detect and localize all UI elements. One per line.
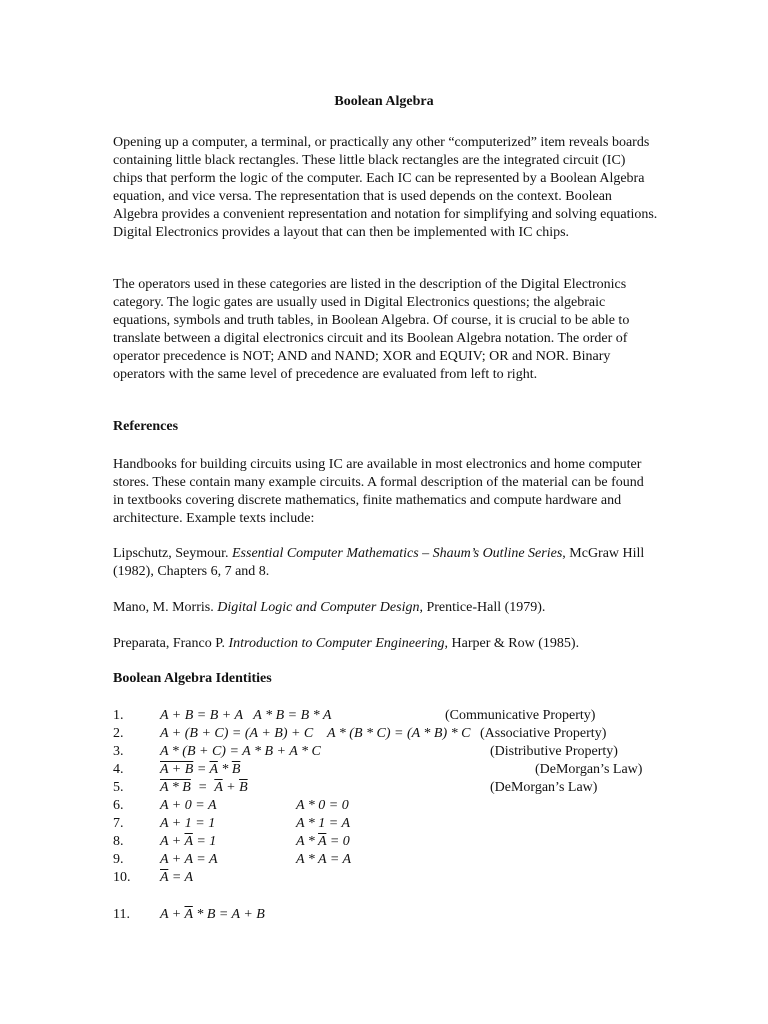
intro-paragraph: Opening up a computer, a terminal, or practically any other “computerized” item reveals boards containing little black rectangles. These little black rectangles are the integrated circuit (IC) chips that perform the logic of the computer. Each IC can be represented by a Boolean Algebra equation, and vice versa. The representation that is used depends on the context. Boolean Algebra provides a convenient representation and notation for simplifying and solving equations. Digital Electronics provides a layout that can then be implemented with IC chips.: [113, 135, 658, 240]
identity-row: [113, 708, 673, 726]
identity-expression: A + 0 = A: [160, 798, 217, 813]
identity-property-label: (Distributive Property): [490, 744, 618, 759]
identity-number: 10.: [113, 870, 131, 885]
identity-property-label: (Communicative Property): [445, 708, 596, 723]
reference-title: Essential Computer Mathematics – Shaum’s Outline Series: [232, 546, 563, 561]
identity-number: 4.: [113, 762, 124, 777]
identity-number: 6.: [113, 798, 124, 813]
identity-expression: $A * B = \overline{A} + \overline{B}$: [160, 780, 248, 795]
identity-expression: $A + \overline{A} * B = A + B$: [160, 907, 265, 922]
reference-author: Mano, M. Morris.: [113, 600, 218, 615]
identity-number: 8.: [113, 834, 124, 849]
reference-item: [113, 545, 673, 581]
identity-row: [113, 798, 673, 816]
identity-number: 3.: [113, 744, 124, 759]
reference-title: Digital Logic and Computer Design: [217, 600, 420, 615]
identities-heading: Boolean Algebra Identities: [113, 671, 272, 686]
identity-expression: A + A = A: [160, 852, 218, 867]
identity-property-label: (DeMorgan’s Law): [535, 762, 643, 777]
identity-property-label: (DeMorgan’s Law): [490, 780, 598, 795]
identity-expression: $A + \overline{A} = 1$: [160, 834, 217, 849]
identity-row: [113, 762, 673, 780]
identity-number: 9.: [113, 852, 124, 867]
identity-number: 7.: [113, 816, 124, 831]
identity-row: [113, 834, 673, 852]
identity-expression: $A * \overline{A} = 0$: [296, 834, 350, 849]
identity-number: 11.: [113, 907, 130, 922]
identity-row: [113, 816, 673, 834]
identity-row: [113, 780, 673, 798]
identity-row: [113, 726, 673, 744]
reference-details: , McGraw Hill (1982), Chapters 6, 7 and 8.: [113, 546, 645, 579]
reference-author: Preparata, Franco P.: [113, 636, 229, 651]
references-heading: References: [113, 419, 179, 434]
identity-expression: A * A = A: [296, 852, 352, 867]
identity-number: 1.: [113, 708, 124, 723]
identity-number: 5.: [113, 780, 124, 795]
identity-expression: A * (B + C) = A * B + A * C: [160, 744, 321, 759]
page-title: Boolean Algebra: [334, 94, 434, 109]
reference-item: [113, 599, 673, 617]
identity-row: [113, 852, 673, 870]
identity-expression: A * 0 = 0: [296, 798, 349, 813]
identity-expression: $A + B = \overline{A} * \overline{B}$: [160, 762, 241, 777]
identity-expression: A + 1 = 1: [160, 816, 216, 831]
identity-row: [113, 744, 673, 762]
identity-number: 2.: [113, 726, 124, 741]
identity-expression: A * 1 = A: [296, 816, 351, 831]
identity-row: [113, 870, 673, 888]
reference-author: Lipschutz, Seymour.: [113, 546, 232, 561]
reference-details: , Prentice-Hall (1979).: [419, 600, 546, 615]
identity-expression: $\overline{A} = A$: [160, 870, 194, 885]
identity-row: [113, 907, 673, 925]
reference-item: [113, 635, 673, 653]
identity-expression: A + (B + C) = (A + B) + C A * (B * C) = (A * B) * C: [160, 726, 471, 741]
operators-paragraph: The operators used in these categories are listed in the description of the Digital Electronics category. The logic gates are usually used in Digital Electronics questions; the algebraic equations, symbols and truth tables, in Boolean Algebra. Of course, it is crucial to be able to translate between a digital electronics circuit and its Boolean Algebra notation. The order of operator precedence is NOT; AND and NAND; XOR and EQUIV; OR and NOR. Binary operators with the same level of precedence are evaluated from left to right.: [113, 277, 630, 382]
identity-expression: A + B = B + A A * B = B * A: [160, 708, 332, 723]
reference-title: Introduction to Computer Engineering: [228, 636, 445, 651]
references-intro: Handbooks for building circuits using IC are available in most electronics and home computer stores. These contain many example circuits. A formal description of the material can be found in textbooks covering discrete mathematics, finite mathematics and compute hardware and architecture. Example texts include:: [113, 457, 644, 526]
identity-property-label: (Associative Property): [480, 726, 607, 741]
reference-details: , Harper & Row (1985).: [444, 636, 580, 651]
